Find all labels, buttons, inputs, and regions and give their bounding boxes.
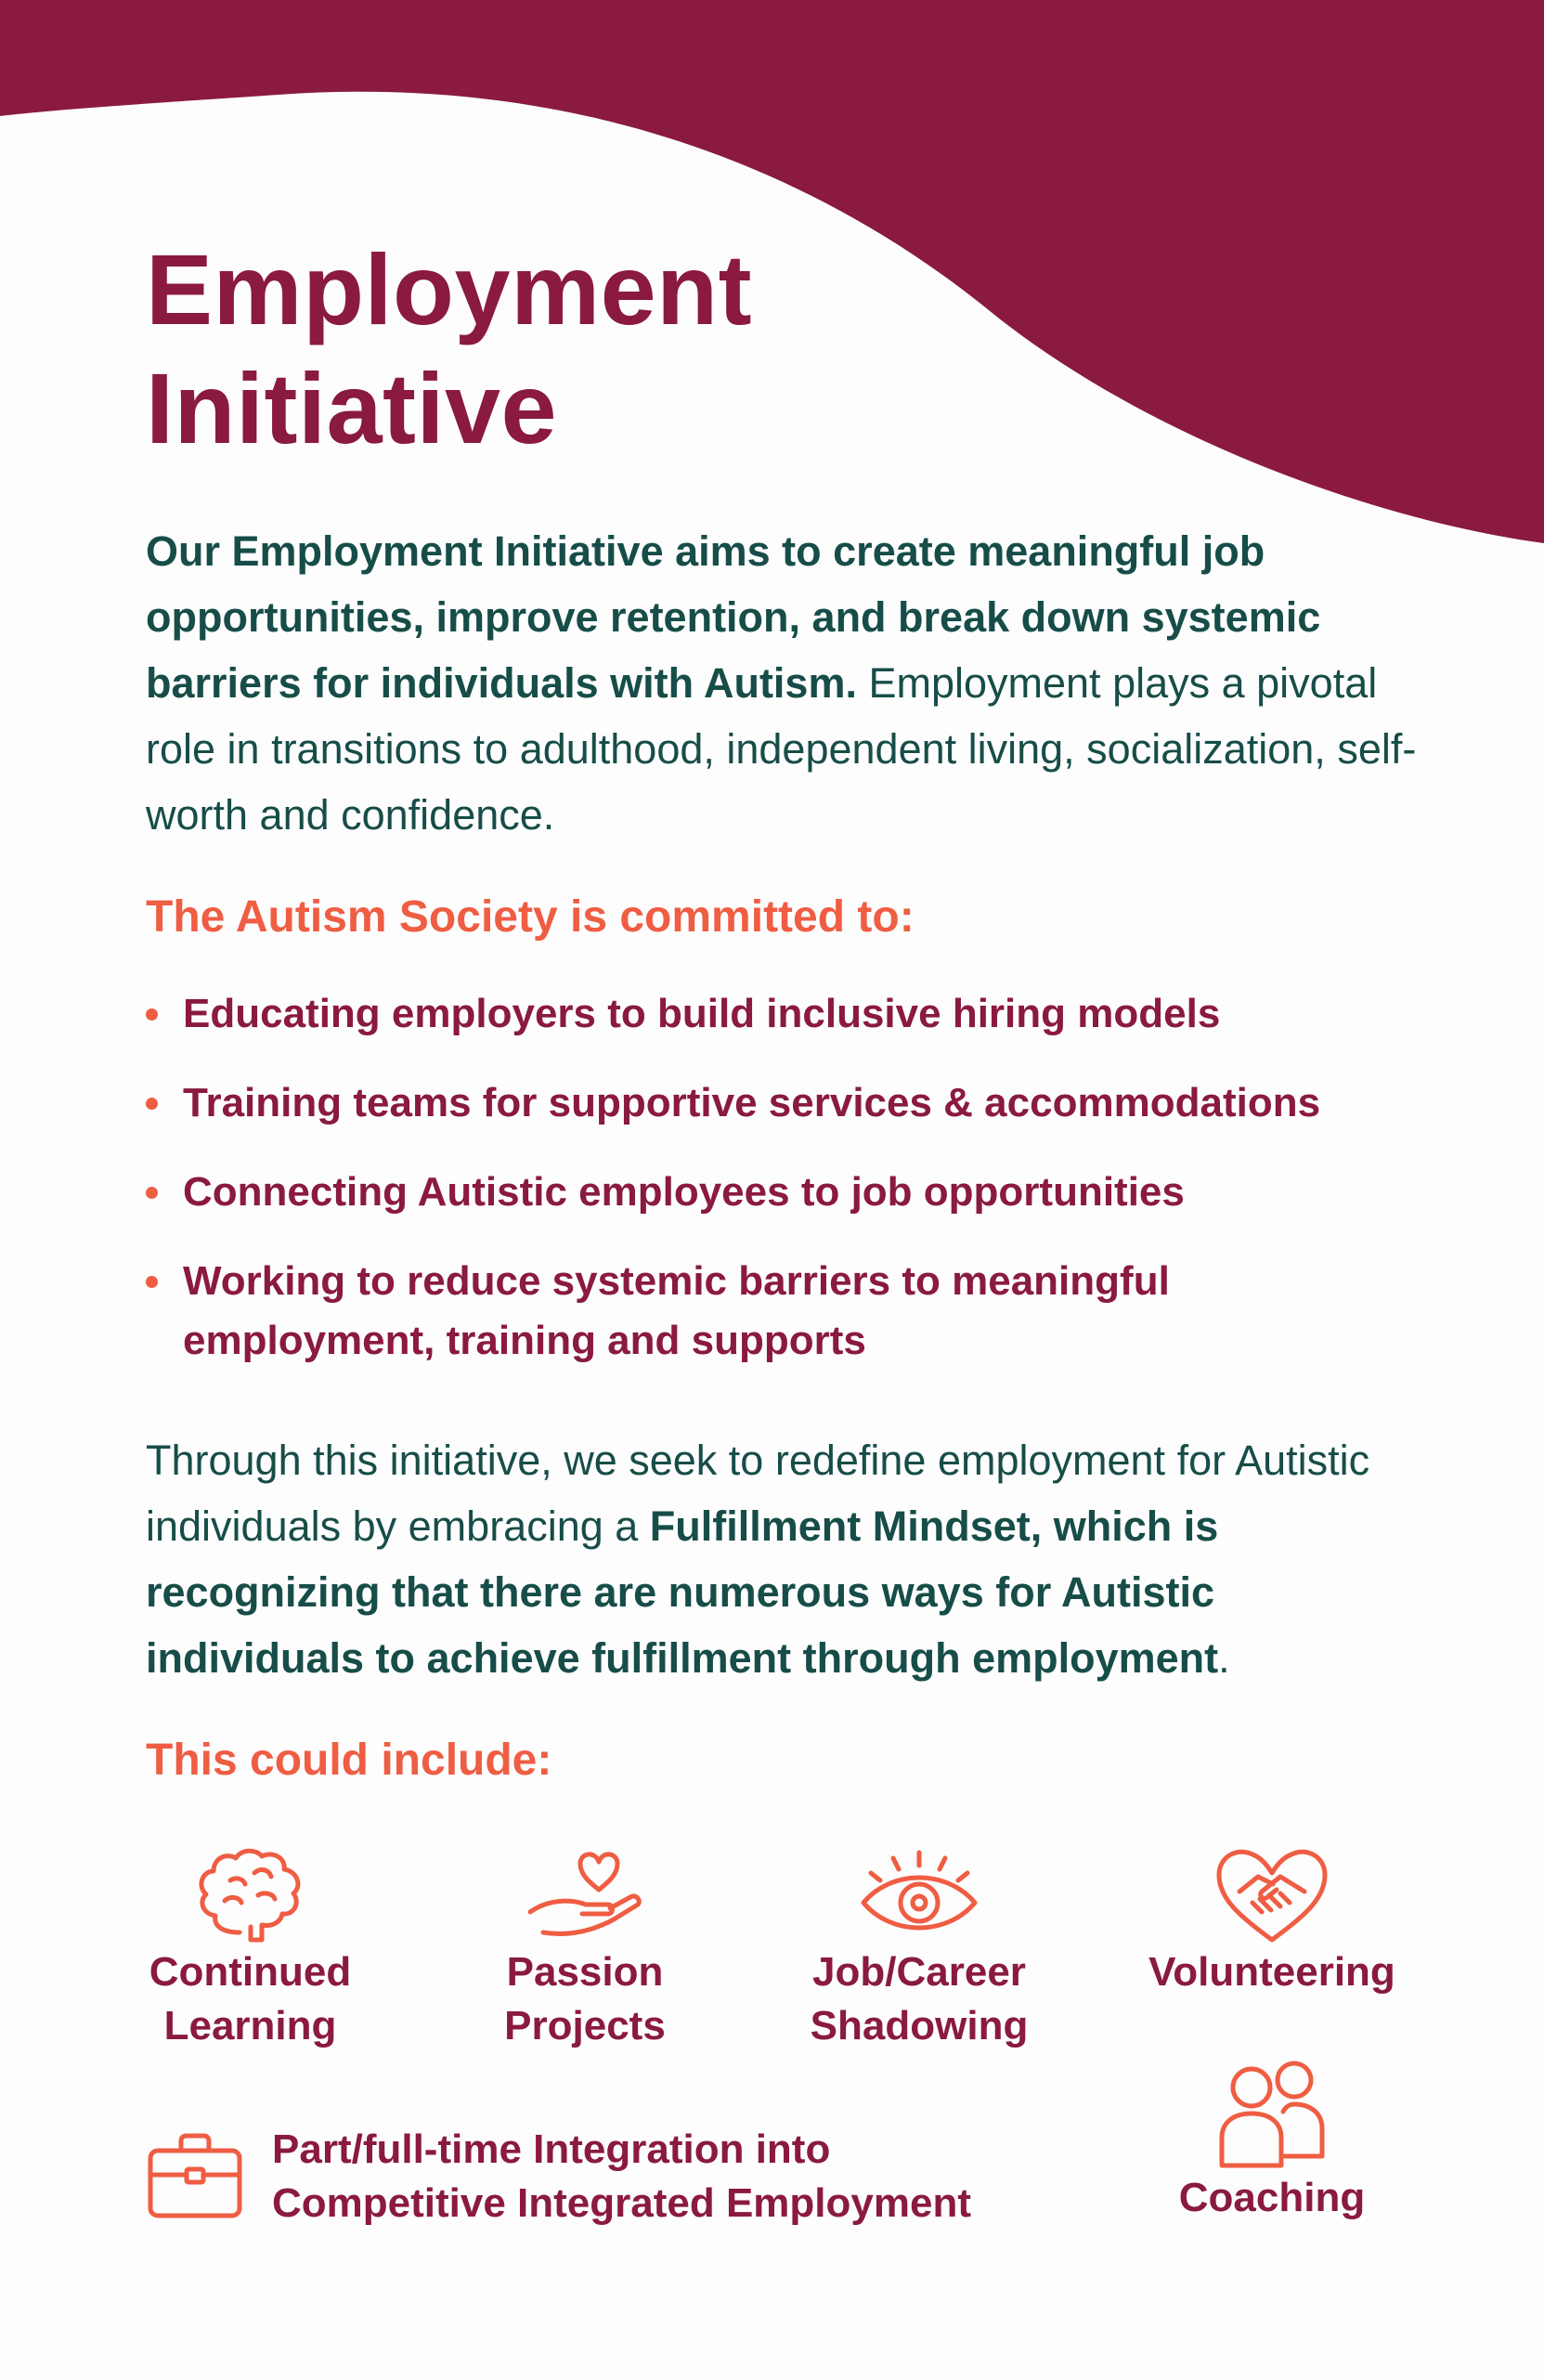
intro-bold: Our Employment Initiative aims to create meaningful job opportunities, improve retention, and break down systemic barriers for individuals with Autism. [146,527,1321,707]
option-label: Job/Career Shadowing [810,1949,1029,2048]
fulfillment-end: . [1218,1634,1230,1682]
title-line-2: Initiative [146,352,558,464]
fulfillment-bold: Fulfillment Mindset, which is recognizing that there are numerous ways for Autistic individuals to achieve fulfillment through employment [146,1502,1219,1682]
option-continued-learning [132,1843,369,2053]
handshake-heart-icon [1212,1843,1332,1945]
options-heading: This could include: [146,1736,552,1785]
option-label: Continued Learning [149,1949,352,2048]
fulfillment-paragraph [146,1427,1418,1691]
option-passion-projects [474,1843,696,2053]
fulfillment-regular: Through this initiative, we seek to redefine employment for Autistic individuals by embracing a [146,1437,1370,1550]
bullet-icon [146,1098,158,1110]
list-item: Training teams for supportive services & accommodations [146,1073,1446,1133]
brain-icon [193,1843,308,1945]
list-item: Educating employers to build inclusive hiring models [146,984,1446,1044]
intro-paragraph [146,518,1418,848]
bullet-icon [146,1008,158,1021]
intro-regular: Employment plays a pivotal role in transitions to adulthood, independent living, socialization, self-worth and confidence. [146,659,1417,839]
page-title [146,230,752,468]
title-line-1: Employment [146,233,753,345]
commitment-list [146,984,1446,1400]
option-volunteering [1128,1843,1416,1999]
list-item: Connecting Autistic employees to job opportunities [146,1163,1446,1222]
option-job-career-shadowing [789,1843,1049,2053]
eye-icon [854,1843,984,1945]
commitment-heading: The Autism Society is committed to: [146,892,915,942]
briefcase-icon [146,2132,244,2221]
list-item: Working to reduce systemic barriers to meaningful employment, training and supports [146,1252,1251,1371]
option-coaching [1156,2060,1388,2225]
option-label: Passion Projects [504,1949,666,2048]
heart-hand-icon [525,1843,645,1945]
bullet-icon [146,1276,158,1288]
option-label: Part/full-time Integration into Competitive Integrated Employment [272,2126,972,2226]
bullet-icon [146,1187,158,1199]
people-icon [1216,2060,1328,2169]
option-label: Volunteering [1148,1949,1395,1995]
option-label: Coaching [1178,2175,1366,2220]
